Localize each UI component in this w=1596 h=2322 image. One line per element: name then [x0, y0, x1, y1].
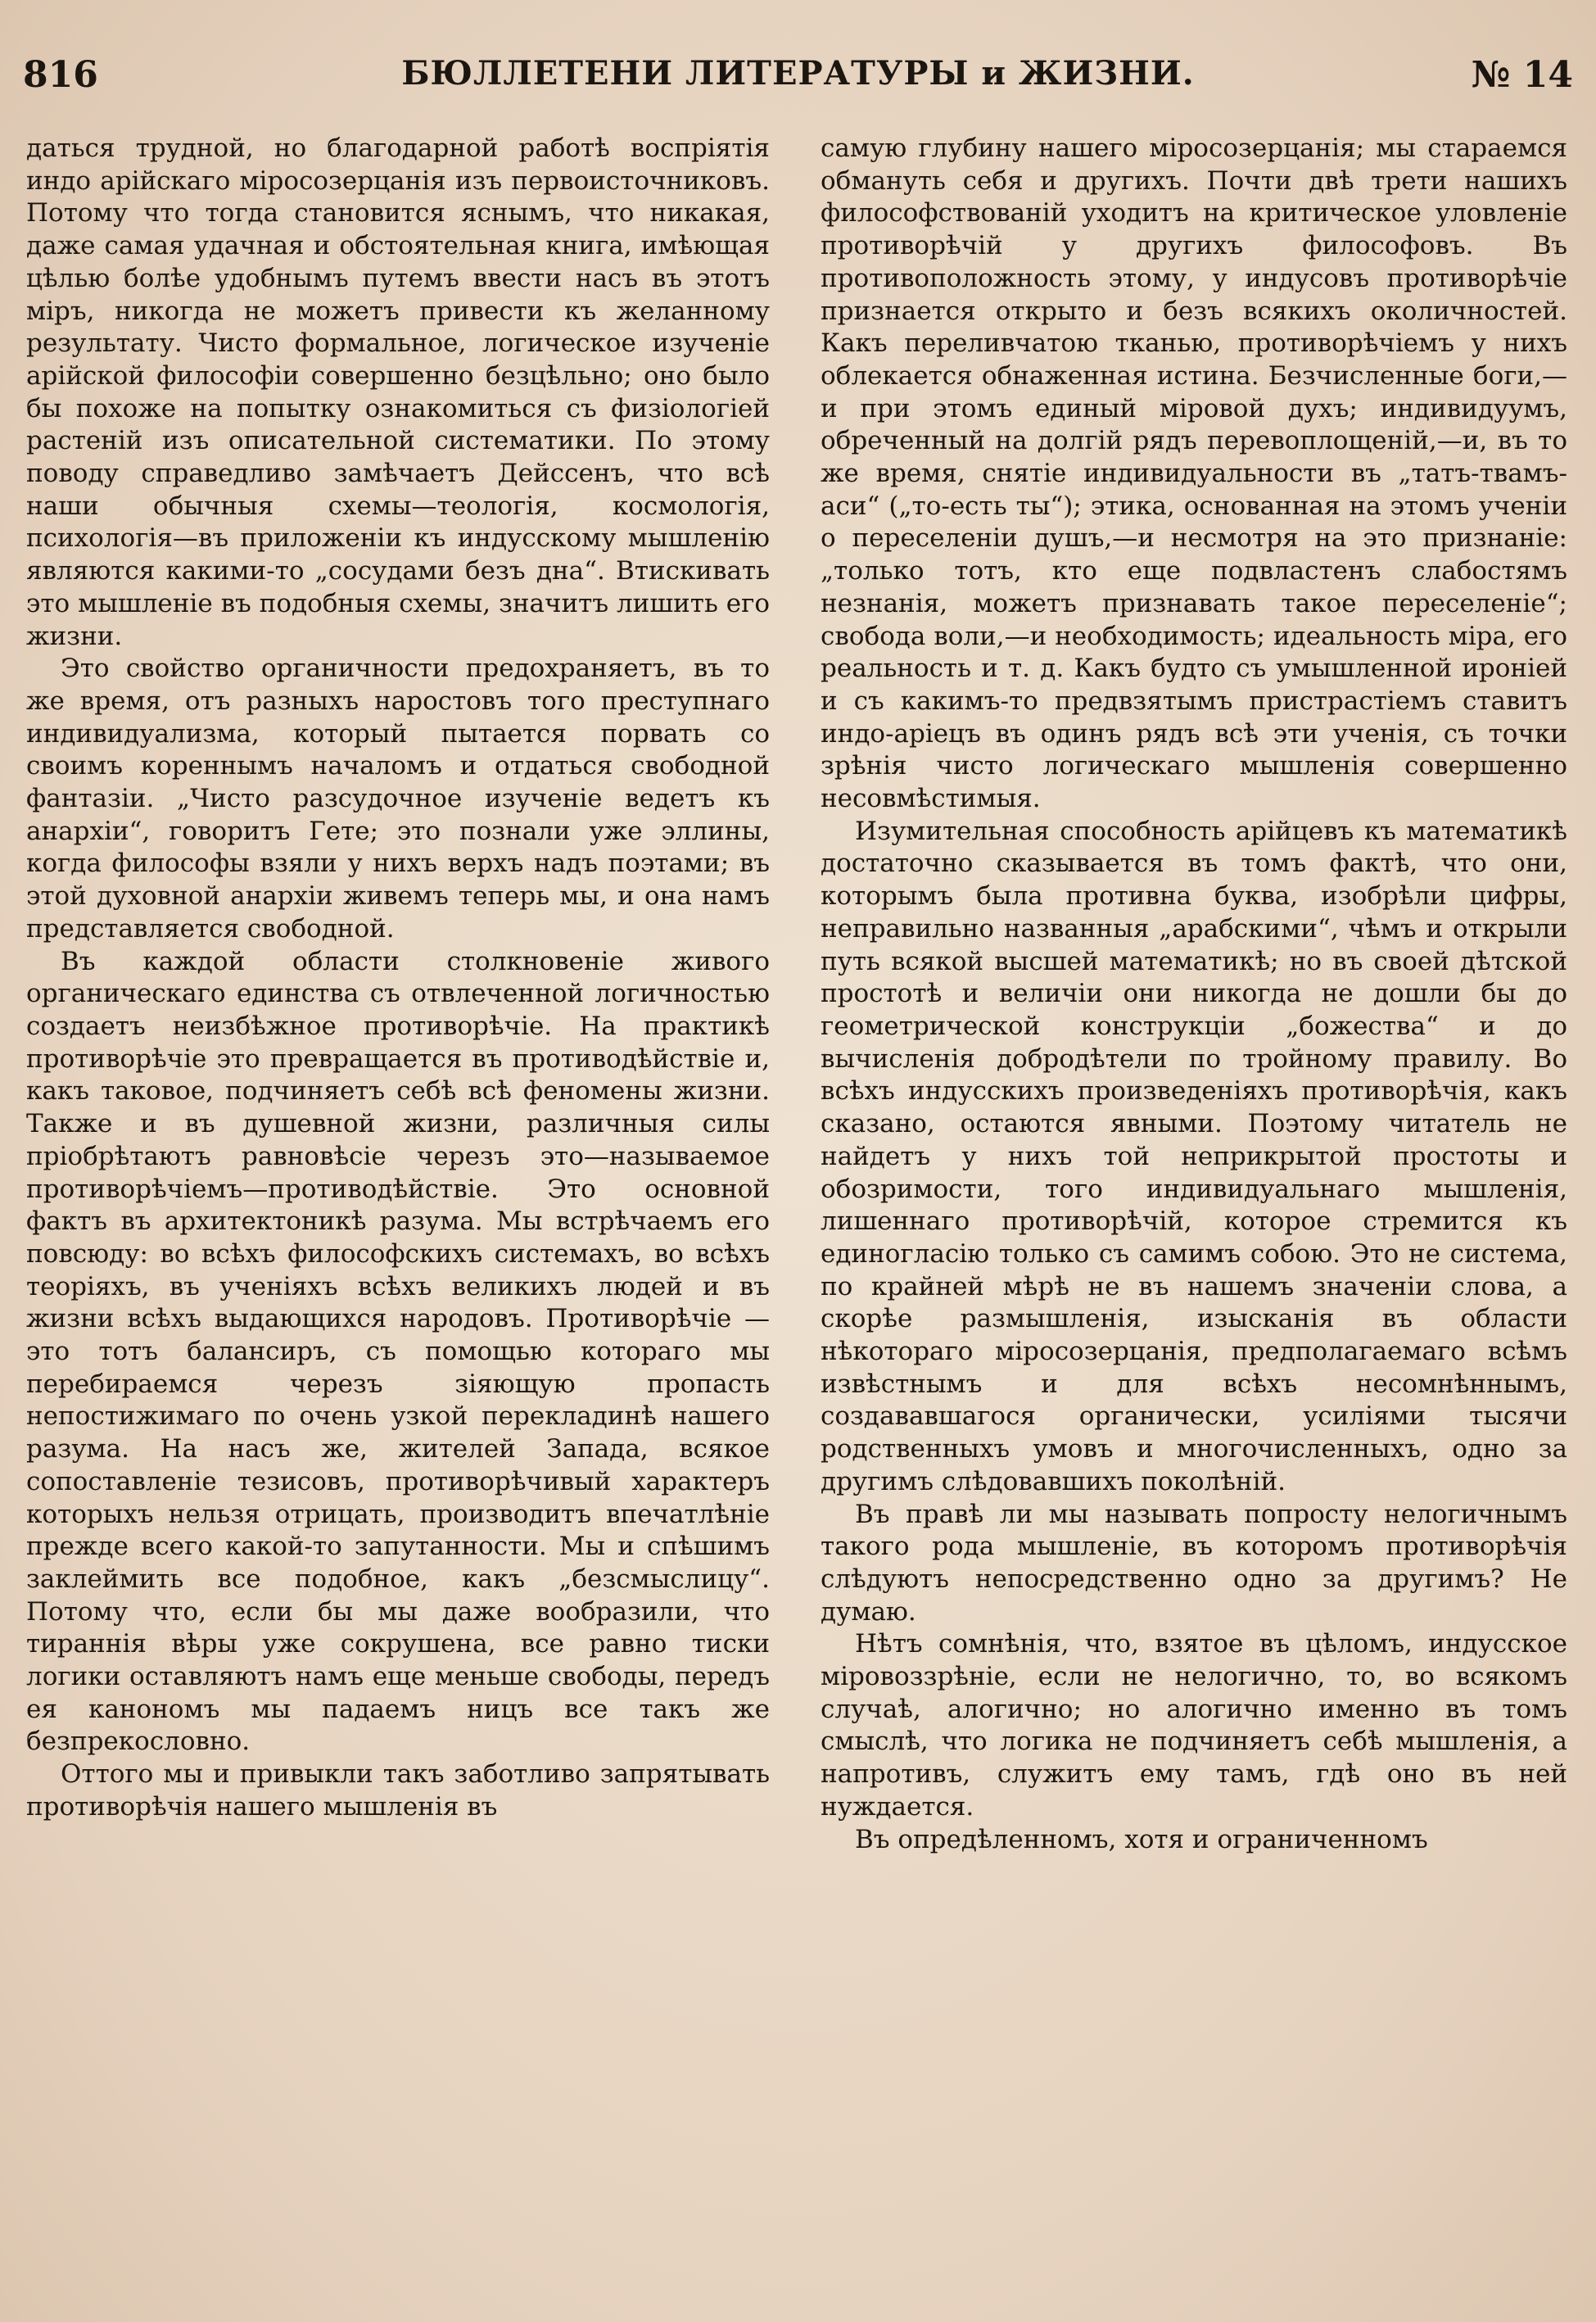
left-column — [26, 133, 770, 2311]
paragraph: Это свойство органичности предохраняетъ, въ то же время, отъ разныхъ наростовъ того преступнаго индивидуализма, который пытается порвать со своимъ кореннымъ началомъ и отдаться свободной фантазіи. „Чисто разсудочное изученіе ведетъ къ анархіи“, говоритъ Гете; это познали уже эллины, когда философы взяли у нихъ верхъ надъ поэтами; въ этой духовной анархіи живемъ теперь мы, и она намъ представляется свободной. — [26, 654, 770, 944]
right-column — [821, 133, 1567, 2311]
paragraph: Оттого мы и привыкли такъ заботливо запрятывать противорѣчія нашего мышленія въ — [26, 1759, 770, 1822]
page-number: 816 — [23, 54, 98, 96]
paragraph: Изумительная способность арійцевъ къ математикѣ достаточно сказывается въ томъ фактѣ, что они, которымъ была противна буква, изобрѣли цифры, неправильно названныя „арабскими“, чѣмъ и открыли путь всякой высшей математикѣ; но въ своей дѣтской простотѣ и величіи они никогда не дошли бы до геометрической конструкціи „божества“ и до вычисленія добродѣтели по тройному правилу. Во всѣхъ индусскихъ произведеніяхъ противорѣчія, какъ сказано, остаются явными. Поэтому читатель не найдетъ у нихъ той неприкрытой простоты и обозримости, того индивидуальнаго мышленія, лишеннаго противорѣчій, которое стремится къ единогласію только съ самимъ собою. Это не система, по крайней мѣрѣ не въ нашемъ значеніи слова, а скорѣе размышленія, изысканія въ области нѣкотораго міросозерцанія, предполагаемаго всѣмъ извѣстнымъ и для всѣхъ несомнѣннымъ, создававшагося органически, усиліями тысячи родственныхъ умовъ и многочисленныхъ, одно за другимъ слѣдовавшихъ поколѣній. — [821, 816, 1567, 1496]
paragraph: Въ опредѣленномъ, хотя и ограниченномъ — [855, 1824, 1428, 1854]
paragraph: Нѣтъ сомнѣнія, что, взятое въ цѣломъ, индусское міровоззрѣніе, если не нелогично, то, во всякомъ случаѣ, алогично; но алогично именно въ томъ смыслѣ, что логика не подчиняетъ себѣ мышленія, а напротивъ, служитъ ему тамъ, гдѣ оно въ ней нуждается. — [821, 1629, 1567, 1822]
paragraph: самую глубину нашего міросозерцанія; мы стараемся обмануть себя и другихъ. Почти двѣ трети нашихъ философствованій уходитъ на критическое уловленіе противорѣчій у другихъ философовъ. Въ противоположность этому, у индусовъ противорѣчіе признается открыто и безъ всякихъ околичностей. Какъ переливчатою тканью, противорѣчіемъ у нихъ облекается обнаженная истина. Безчисленные боги,—и при этомъ единый міровой духъ; индивидуумъ, обреченный на долгій рядъ перевоплощеній,—и, въ то же время, снятіе индивидуальности въ „татъ-твамъ-аси“ („то-есть ты“); этика, основанная на этомъ ученіи о переселеніи душъ,—и несмотря на это признаніе: „только тотъ, кто еще подвластенъ слабостямъ незнанія, можетъ признавать такое переселеніе“; свобода воли,—и необходимость; идеальность міра, его реальность и т. д. Какъ будто съ умышленной ироніей и съ какимъ-то предвзятымъ пристрастіемъ ставитъ индо-аріецъ въ одинъ рядъ всѣ эти ученія, съ точки зрѣнія чисто логическаго мышленія совершенно несовмѣстимыя. — [821, 134, 1567, 814]
running-header — [23, 43, 1573, 100]
paragraph: даться трудной, но благодарной работѣ воспріятія индо арійскаго міросозерцанія изъ первоисточниковъ. Потому что тогда становится яснымъ, что никакая, даже самая удачная и обстоятельная книга, имѣющая цѣлью болѣе удобнымъ путемъ ввести насъ въ этотъ міръ, никогда не можетъ привести къ желанному результату. Чисто формальное, логическое изученіе арійской философіи совершенно безцѣльно; оно было бы похоже на попытку ознакомиться съ физіологіей растеній изъ описательной систематики. По этому поводу справедливо замѣчаетъ Дейссенъ, что всѣ наши обычныя схемы—теологія, космологія, психологія—въ приложеніи къ индусскому мышленію являются какими-то „сосудами безъ дна“. Втискивать это мышленіе въ подобныя схемы, значитъ лишить его жизни. — [26, 134, 770, 651]
paragraph: Въ правѣ ли мы называть попросту нелогичнымъ такого рода мышленіе, въ которомъ противорѣчія слѣдуютъ непосредственно одно за другимъ? Не думаю. — [821, 1499, 1567, 1627]
running-title: БЮЛЛЕТЕНИ ЛИТЕРАТУРЫ и ЖИЗНИ. — [401, 54, 1195, 93]
paragraph: Въ каждой области столкновеніе живого органическаго единства съ отвлеченной логичностью создаетъ неизбѣжное противорѣчіе. На практикѣ противорѣчіе это превращается въ противодѣйствіе и, какъ таковое, подчиняетъ себѣ всѣ феномены жизни. Также и въ душевной жизни, различныя силы пріобрѣтаютъ равновѣсіе черезъ это—называемое противорѣчіемъ—противодѣйствіе. Это основной фактъ въ архитектоникѣ разума. Мы встрѣчаемъ его повсюду: во всѣхъ философскихъ системахъ, во всѣхъ теоріяхъ, въ ученіяхъ всѣхъ великихъ людей и въ жизни всѣхъ выдающихся народовъ. Противорѣчіе — это тотъ балансиръ, съ помощью котораго мы перебираемся черезъ зіяющую пропасть непостижимаго по очень узкой перекладинѣ нашего разума. На насъ же, жителей Запада, всякое сопоставленіе тезисовъ, противорѣчивый характеръ которыхъ нельзя отрицать, производитъ впечатлѣніе прежде всего какой-то запутанности. Мы и спѣшимъ заклеймить все подобное, какъ „безсмыслицу“. Потому что, если бы мы даже вообразили, что тираннія вѣры уже сокрушена, все равно тиски логики оставляютъ намъ еще меньше свободы, передъ ея канономъ мы падаемъ ницъ все такъ же безпрекословно. — [26, 946, 770, 1757]
issue-number: № 14 — [1471, 54, 1573, 96]
